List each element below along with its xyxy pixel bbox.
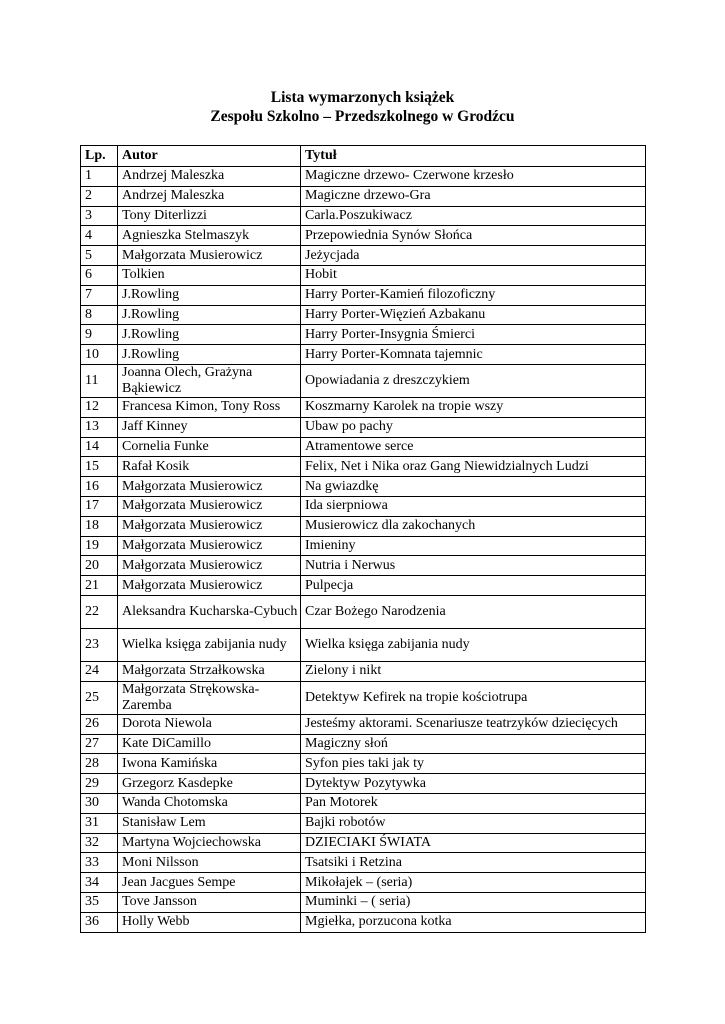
table-row bbox=[81, 167, 646, 187]
table-row bbox=[81, 912, 646, 932]
cell-title: Muminki – ( seria) bbox=[301, 892, 646, 912]
table-row bbox=[81, 186, 646, 206]
table-row bbox=[81, 873, 646, 893]
cell-author: Małgorzata Musierowicz bbox=[118, 516, 301, 536]
header-lp: Lp. bbox=[81, 146, 118, 167]
cell-title: Zielony i nikt bbox=[301, 661, 646, 681]
cell-author: Małgorzata Musierowicz bbox=[118, 246, 301, 266]
cell-lp: 8 bbox=[81, 305, 118, 325]
table-row bbox=[81, 714, 646, 734]
table-row bbox=[81, 496, 646, 516]
cell-author: Aleksandra Kucharska-Cybuch bbox=[118, 595, 301, 628]
cell-title: Pan Motorek bbox=[301, 793, 646, 813]
cell-title: Pulpecja bbox=[301, 576, 646, 596]
cell-lp: 26 bbox=[81, 714, 118, 734]
header-author: Autor bbox=[118, 146, 301, 167]
table-header-row bbox=[81, 146, 646, 167]
cell-title: Harry Porter-Insygnia Śmierci bbox=[301, 325, 646, 345]
cell-title: Jeżycjada bbox=[301, 246, 646, 266]
cell-lp: 11 bbox=[81, 364, 118, 397]
cell-title: Harry Porter-Więzień Azbakanu bbox=[301, 305, 646, 325]
cell-author: Joanna Olech, Grażyna Bąkiewicz bbox=[118, 364, 301, 397]
cell-title: Magiczne drzewo- Czerwone krzesło bbox=[301, 167, 646, 187]
table-row bbox=[81, 477, 646, 497]
table-row bbox=[81, 246, 646, 266]
cell-lp: 10 bbox=[81, 345, 118, 365]
table-row bbox=[81, 285, 646, 305]
cell-title: Opowiadania z dreszczykiem bbox=[301, 364, 646, 397]
cell-title: Jesteśmy aktorami. Scenariusze teatrzyków dziecięcych bbox=[301, 714, 646, 734]
cell-title: Na gwiazdkę bbox=[301, 477, 646, 497]
table-row bbox=[81, 556, 646, 576]
cell-title: Harry Porter-Komnata tajemnic bbox=[301, 345, 646, 365]
cell-author: J.Rowling bbox=[118, 285, 301, 305]
cell-lp: 23 bbox=[81, 628, 118, 661]
cell-title: Ida sierpniowa bbox=[301, 496, 646, 516]
cell-lp: 9 bbox=[81, 325, 118, 345]
cell-title: Felix, Net i Nika oraz Gang Niewidzialnych Ludzi bbox=[301, 457, 646, 477]
cell-lp: 35 bbox=[81, 892, 118, 912]
cell-author: Małgorzata Musierowicz bbox=[118, 556, 301, 576]
table-row bbox=[81, 661, 646, 681]
cell-author: Wielka księga zabijania nudy bbox=[118, 628, 301, 661]
cell-author: Cornelia Funke bbox=[118, 437, 301, 457]
cell-lp: 18 bbox=[81, 516, 118, 536]
cell-lp: 33 bbox=[81, 853, 118, 873]
cell-lp: 7 bbox=[81, 285, 118, 305]
cell-author: Jean Jacgues Sempe bbox=[118, 873, 301, 893]
table-row bbox=[81, 536, 646, 556]
cell-lp: 1 bbox=[81, 167, 118, 187]
table-row bbox=[81, 364, 646, 397]
page-subtitle: Zespołu Szkolno – Przedszkolnego w Grodźcu bbox=[210, 108, 515, 125]
table-row bbox=[81, 793, 646, 813]
cell-author: Małgorzata Strękowska-Zaremba bbox=[118, 681, 301, 714]
cell-title: Syfon pies taki jak ty bbox=[301, 754, 646, 774]
cell-title: DZIECIAKI ŚWIATA bbox=[301, 833, 646, 853]
cell-author: J.Rowling bbox=[118, 325, 301, 345]
cell-author: Małgorzata Strzałkowska bbox=[118, 661, 301, 681]
cell-title: Harry Porter-Kamień filozoficzny bbox=[301, 285, 646, 305]
table-row bbox=[81, 833, 646, 853]
cell-title: Wielka księga zabijania nudy bbox=[301, 628, 646, 661]
cell-author: J.Rowling bbox=[118, 345, 301, 365]
table-row bbox=[81, 397, 646, 417]
cell-author: Tove Jansson bbox=[118, 892, 301, 912]
cell-title: Dytektyw Pozytywka bbox=[301, 774, 646, 794]
cell-lp: 25 bbox=[81, 681, 118, 714]
cell-title: Ubaw po pachy bbox=[301, 417, 646, 437]
table-row bbox=[81, 226, 646, 246]
cell-title: Czar Bożego Narodzenia bbox=[301, 595, 646, 628]
cell-author: J.Rowling bbox=[118, 305, 301, 325]
table-row bbox=[81, 774, 646, 794]
table-row bbox=[81, 516, 646, 536]
table-row bbox=[81, 305, 646, 325]
table-row bbox=[81, 325, 646, 345]
table-row bbox=[81, 734, 646, 754]
cell-author: Andrzej Maleszka bbox=[118, 186, 301, 206]
table-row bbox=[81, 437, 646, 457]
table-row bbox=[81, 628, 646, 661]
cell-lp: 19 bbox=[81, 536, 118, 556]
cell-author: Wanda Chotomska bbox=[118, 793, 301, 813]
cell-author: Małgorzata Musierowicz bbox=[118, 576, 301, 596]
cell-title: Nutria i Nerwus bbox=[301, 556, 646, 576]
cell-author: Rafał Kosik bbox=[118, 457, 301, 477]
cell-lp: 5 bbox=[81, 246, 118, 266]
cell-title: Musierowicz dla zakochanych bbox=[301, 516, 646, 536]
cell-author: Małgorzata Musierowicz bbox=[118, 536, 301, 556]
table-row bbox=[81, 853, 646, 873]
cell-lp: 27 bbox=[81, 734, 118, 754]
cell-lp: 29 bbox=[81, 774, 118, 794]
table-row bbox=[81, 457, 646, 477]
cell-lp: 32 bbox=[81, 833, 118, 853]
cell-lp: 17 bbox=[81, 496, 118, 516]
cell-title: Koszmarny Karolek na tropie wszy bbox=[301, 397, 646, 417]
cell-author: Jaff Kinney bbox=[118, 417, 301, 437]
table-row bbox=[81, 417, 646, 437]
cell-author: Grzegorz Kasdepke bbox=[118, 774, 301, 794]
cell-lp: 3 bbox=[81, 206, 118, 226]
cell-title: Atramentowe serce bbox=[301, 437, 646, 457]
cell-lp: 6 bbox=[81, 265, 118, 285]
table-row bbox=[81, 754, 646, 774]
cell-lp: 13 bbox=[81, 417, 118, 437]
table-row bbox=[81, 576, 646, 596]
cell-author: Moni Nilsson bbox=[118, 853, 301, 873]
cell-lp: 20 bbox=[81, 556, 118, 576]
cell-title: Mikołajek – (seria) bbox=[301, 873, 646, 893]
cell-author: Kate DiCamillo bbox=[118, 734, 301, 754]
cell-title: Hobit bbox=[301, 265, 646, 285]
cell-lp: 16 bbox=[81, 477, 118, 497]
cell-lp: 36 bbox=[81, 912, 118, 932]
books-table bbox=[80, 145, 646, 933]
table-body bbox=[81, 167, 646, 933]
table-row bbox=[81, 595, 646, 628]
header-title: Tytuł bbox=[301, 146, 646, 167]
cell-author: Holly Webb bbox=[118, 912, 301, 932]
table-row bbox=[81, 813, 646, 833]
cell-lp: 34 bbox=[81, 873, 118, 893]
table-row bbox=[81, 681, 646, 714]
cell-lp: 31 bbox=[81, 813, 118, 833]
cell-title: Detektyw Kefirek na tropie kościotrupa bbox=[301, 681, 646, 714]
cell-author: Stanisław Lem bbox=[118, 813, 301, 833]
cell-author: Agnieszka Stelmaszyk bbox=[118, 226, 301, 246]
table-row bbox=[81, 206, 646, 226]
page-title: Lista wymarzonych książek bbox=[270, 89, 455, 106]
cell-title: Magiczny słoń bbox=[301, 734, 646, 754]
cell-lp: 22 bbox=[81, 595, 118, 628]
cell-lp: 30 bbox=[81, 793, 118, 813]
cell-author: Małgorzata Musierowicz bbox=[118, 496, 301, 516]
cell-author: Tony Diterlizzi bbox=[118, 206, 301, 226]
cell-title: Imieniny bbox=[301, 536, 646, 556]
cell-lp: 21 bbox=[81, 576, 118, 596]
cell-title: Mgiełka, porzucona kotka bbox=[301, 912, 646, 932]
cell-lp: 2 bbox=[81, 186, 118, 206]
cell-title: Bajki robotów bbox=[301, 813, 646, 833]
cell-lp: 12 bbox=[81, 397, 118, 417]
cell-title: Carla.Poszukiwacz bbox=[301, 206, 646, 226]
cell-lp: 14 bbox=[81, 437, 118, 457]
cell-lp: 28 bbox=[81, 754, 118, 774]
cell-author: Małgorzata Musierowicz bbox=[118, 477, 301, 497]
cell-author: Tolkien bbox=[118, 265, 301, 285]
cell-author: Martyna Wojciechowska bbox=[118, 833, 301, 853]
cell-lp: 24 bbox=[81, 661, 118, 681]
cell-lp: 15 bbox=[81, 457, 118, 477]
cell-author: Andrzej Maleszka bbox=[118, 167, 301, 187]
cell-author: Iwona Kamińska bbox=[118, 754, 301, 774]
cell-author: Dorota Niewola bbox=[118, 714, 301, 734]
table-row bbox=[81, 892, 646, 912]
table-row bbox=[81, 265, 646, 285]
cell-title: Tsatsiki i Retzina bbox=[301, 853, 646, 873]
cell-lp: 4 bbox=[81, 226, 118, 246]
cell-title: Magiczne drzewo-Gra bbox=[301, 186, 646, 206]
cell-author: Francesa Kimon, Tony Ross bbox=[118, 397, 301, 417]
table-row bbox=[81, 345, 646, 365]
cell-title: Przepowiednia Synów Słońca bbox=[301, 226, 646, 246]
